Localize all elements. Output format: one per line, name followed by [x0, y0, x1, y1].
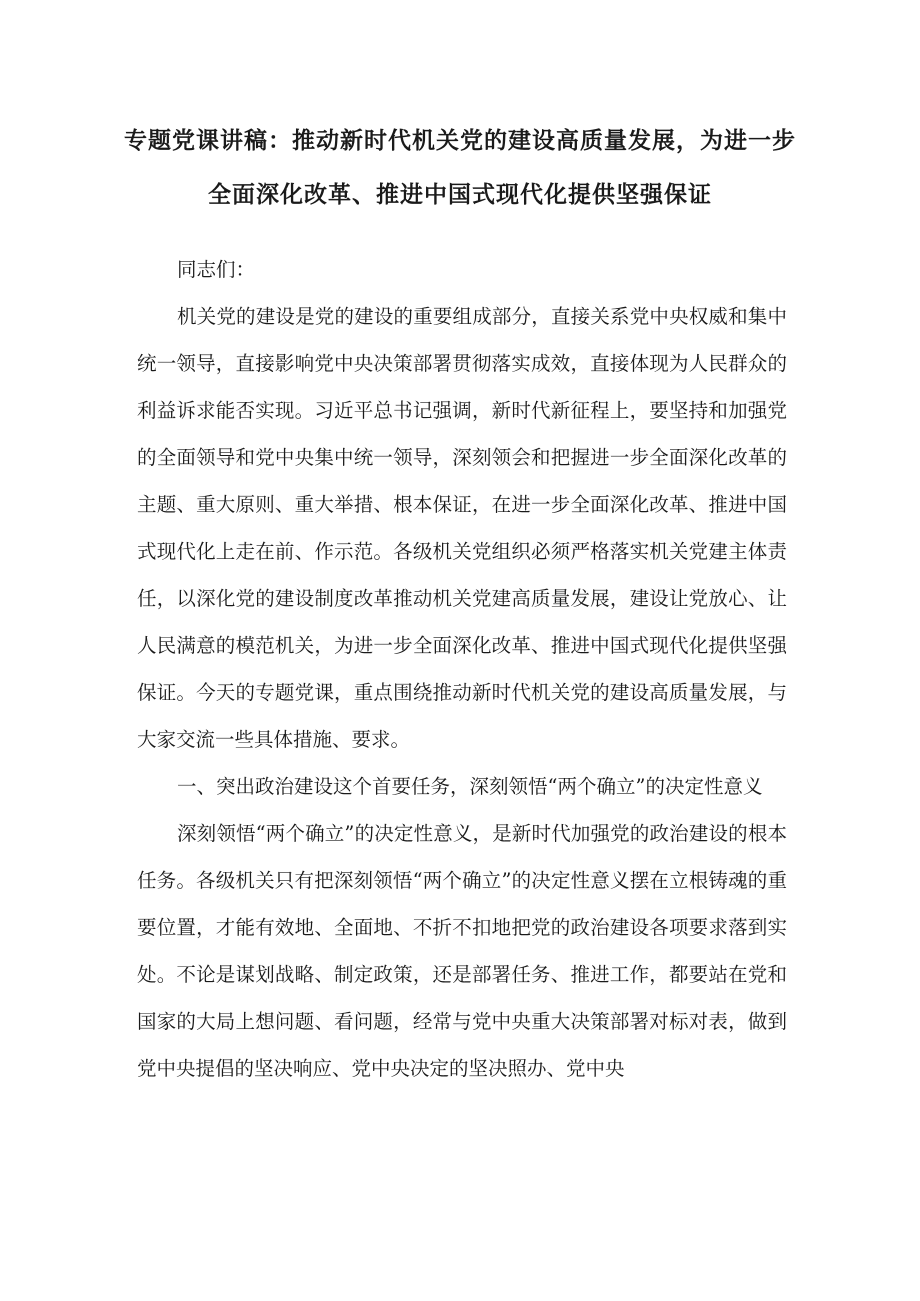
body-paragraph: 深刻领悟“两个确立”的决定性意义，是新时代加强党的政治建设的根本任务。各级机关只有把深刻领悟“两个确立”的决定性意义摆在立根铸魂的重要位置，才能有效地、全面地、不折不扣地把党的政治建设各项要求落到实处。不论是谋划战略、制定政策，还是部署任务、推进工作，都要站在党和国家的大局上想问题、看问题，经常与党中央重大决策部署对标对表，做到党中央提倡的坚决响应、党中央决定的坚决照办、党中央: [137, 822, 787, 1080]
document-title: 专题党课讲稿：推动新时代机关党的建设高质量发展，为进一步全面深化改革、推进中国式现代化提供坚强保证: [124, 127, 796, 208]
section-heading: 一、突出政治建设这个首要任务，深刻领悟“两个确立”的决定性意义: [177, 775, 763, 798]
document-body: [137, 246, 787, 1092]
salutation: 同志们：: [177, 258, 256, 281]
body-paragraph: 机关党的建设是党的建设的重要组成部分，直接关系党中央权威和集中统一领导，直接影响党中央决策部署贯彻落实成效，直接体现为人民群众的利益诉求能否实现。习近平总书记强调，新时代新征程上，要坚持和加强党的全面领导和党中央集中统一领导，深刻领会和把握进一步全面深化改革的主题、重大原则、重大举措、根本保证，在进一步全面深化改革、推进中国式现代化上走在前、作示范。各级机关党组织必须严格落实机关党建主体责任，以深化党的建设制度改革推动机关党建高质量发展，建设让党放心、让人民满意的模范机关，为进一步全面深化改革、推进中国式现代化提供坚强保证。今天的专题党课，重点围绕推动新时代机关党的建设高质量发展，与大家交流一些具体措施、要求。: [137, 305, 787, 751]
